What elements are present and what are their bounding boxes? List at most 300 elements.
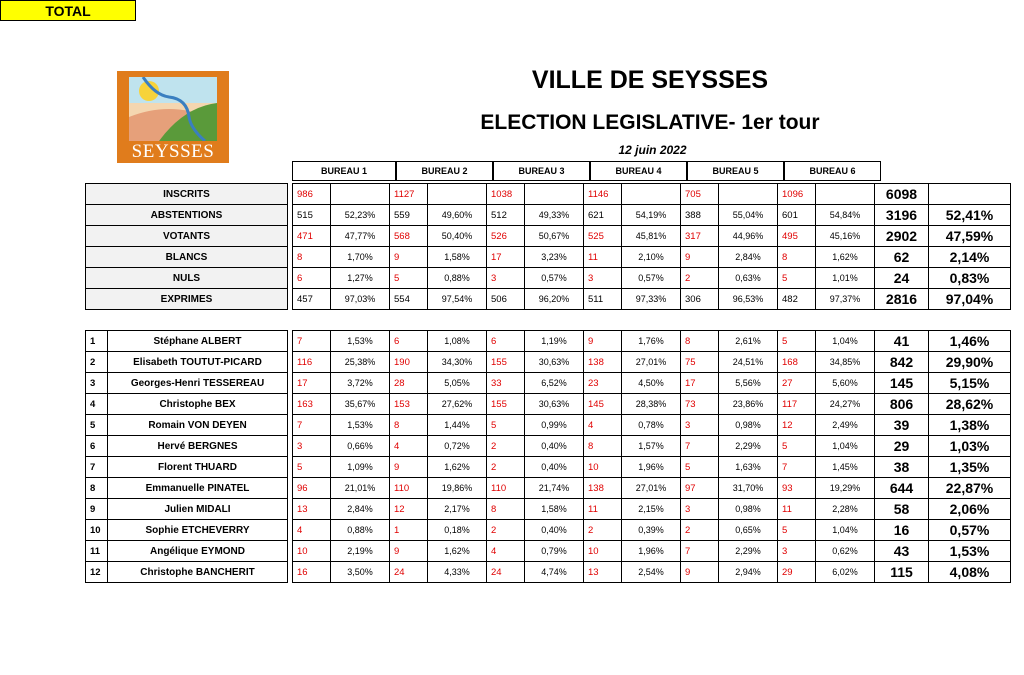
bureau-count: 482 — [778, 289, 816, 310]
bureau-votes: 4 — [487, 541, 525, 562]
total-percent: 0,83% — [929, 268, 1011, 289]
bureau-percent: 21,74% — [525, 478, 584, 499]
bureau-votes: 75 — [681, 352, 719, 373]
bureau-count: 388 — [681, 205, 719, 226]
bureau-percent: 5,56% — [719, 373, 778, 394]
bureau-percent: 2,84% — [719, 247, 778, 268]
bureau-percent: 97,03% — [331, 289, 390, 310]
bureau-votes: 110 — [487, 478, 525, 499]
bureau-percent: 19,29% — [816, 478, 875, 499]
bureau-percent — [816, 184, 875, 205]
summary-row — [86, 226, 1011, 247]
bureau-count: 1038 — [487, 184, 525, 205]
bureau-count: 495 — [778, 226, 816, 247]
bureau-votes: 4 — [293, 520, 331, 541]
bureau-count: 11 — [584, 247, 622, 268]
bureau-percent: 1,09% — [331, 457, 390, 478]
candidate-name: Christophe BEX — [108, 394, 288, 415]
bureau-votes: 9 — [584, 331, 622, 352]
bureau-count: 601 — [778, 205, 816, 226]
bureau-percent: 23,86% — [719, 394, 778, 415]
row-label: INSCRITS — [86, 184, 288, 205]
bureau-count: 6 — [293, 268, 331, 289]
candidate-number: 8 — [86, 478, 108, 499]
bureau-percent: 1,27% — [331, 268, 390, 289]
bureau-count: 568 — [390, 226, 428, 247]
bureau-percent: 2,84% — [331, 499, 390, 520]
bureau-percent: 2,61% — [719, 331, 778, 352]
bureau-percent — [331, 184, 390, 205]
bureau-votes: 9 — [390, 457, 428, 478]
summary-row — [86, 205, 1011, 226]
bureau-header: BUREAU 2 — [396, 161, 493, 181]
bureau-votes: 10 — [293, 541, 331, 562]
bureau-votes: 7 — [293, 415, 331, 436]
total-count: 2816 — [875, 289, 929, 310]
bureau-votes: 3 — [293, 436, 331, 457]
bureau-count: 5 — [390, 268, 428, 289]
bureau-votes: 7 — [681, 541, 719, 562]
bureau-percent: 4,33% — [428, 562, 487, 583]
bureau-count: 986 — [293, 184, 331, 205]
candidates-table — [85, 330, 1011, 583]
total-votes: 38 — [875, 457, 929, 478]
candidate-number: 6 — [86, 436, 108, 457]
bureau-percent: 0,78% — [622, 415, 681, 436]
bureau-count: 457 — [293, 289, 331, 310]
candidate-number: 2 — [86, 352, 108, 373]
bureau-votes: 12 — [390, 499, 428, 520]
total-percent: 28,62% — [929, 394, 1011, 415]
page-title: VILLE DE SEYSSES — [531, 66, 769, 94]
total-votes: 16 — [875, 520, 929, 541]
bureau-percent: 1,62% — [816, 247, 875, 268]
bureau-percent: 1,58% — [525, 499, 584, 520]
bureau-header: BUREAU 3 — [493, 161, 590, 181]
row-label: VOTANTS — [86, 226, 288, 247]
row-label: EXPRIMES — [86, 289, 288, 310]
bureau-votes: 24 — [390, 562, 428, 583]
bureau-percent: 1,53% — [331, 415, 390, 436]
total-percent: 1,53% — [929, 541, 1011, 562]
bureau-votes: 8 — [681, 331, 719, 352]
bureau-header: BUREAU 4 — [590, 161, 687, 181]
bureau-count: 554 — [390, 289, 428, 310]
bureau-count: 17 — [487, 247, 525, 268]
bureau-votes: 110 — [390, 478, 428, 499]
summary-row — [86, 247, 1011, 268]
total-count: 62 — [875, 247, 929, 268]
total-votes: 644 — [875, 478, 929, 499]
row-label: NULS — [86, 268, 288, 289]
bureau-percent: 1,08% — [428, 331, 487, 352]
candidate-name: Emmanuelle PINATEL — [108, 478, 288, 499]
bureau-count: 2 — [681, 268, 719, 289]
bureau-header: BUREAU 6 — [784, 161, 881, 181]
bureau-percent: 0,72% — [428, 436, 487, 457]
bureau-percent: 6,52% — [525, 373, 584, 394]
candidate-name: Romain VON DEYEN — [108, 415, 288, 436]
bureau-votes: 3 — [681, 415, 719, 436]
bureau-votes: 73 — [681, 394, 719, 415]
bureau-count: 306 — [681, 289, 719, 310]
bureau-count: 511 — [584, 289, 622, 310]
bureau-count: 1146 — [584, 184, 622, 205]
summary-row — [86, 268, 1011, 289]
bureau-votes: 11 — [584, 499, 622, 520]
candidate-row — [86, 478, 1011, 499]
total-percent: 1,03% — [929, 436, 1011, 457]
bureau-votes: 2 — [487, 520, 525, 541]
bureau-count: 705 — [681, 184, 719, 205]
bureau-percent: 25,38% — [331, 352, 390, 373]
bureau-percent: 2,15% — [622, 499, 681, 520]
bureau-votes: 168 — [778, 352, 816, 373]
bureau-percent: 1,70% — [331, 247, 390, 268]
bureau-percent: 49,33% — [525, 205, 584, 226]
total-percent: 5,15% — [929, 373, 1011, 394]
bureau-count: 621 — [584, 205, 622, 226]
total-percent — [929, 184, 1011, 205]
total-header: TOTAL — [0, 0, 136, 21]
bureau-percent: 1,04% — [816, 331, 875, 352]
election-date: 12 juin 2022 — [618, 143, 687, 157]
bureau-percent: 97,33% — [622, 289, 681, 310]
bureau-votes: 117 — [778, 394, 816, 415]
bureau-percent: 4,74% — [525, 562, 584, 583]
bureau-percent: 30,63% — [525, 394, 584, 415]
bureau-votes: 16 — [293, 562, 331, 583]
bureau-percent: 0,65% — [719, 520, 778, 541]
bureau-percent: 6,02% — [816, 562, 875, 583]
bureau-votes: 28 — [390, 373, 428, 394]
bureau-count: 9 — [390, 247, 428, 268]
bureau-percent: 5,05% — [428, 373, 487, 394]
bureau-votes: 145 — [584, 394, 622, 415]
bureau-votes: 2 — [681, 520, 719, 541]
bureau-votes: 9 — [390, 541, 428, 562]
bureau-votes: 27 — [778, 373, 816, 394]
bureau-percent: 0,88% — [331, 520, 390, 541]
bureau-votes: 11 — [778, 499, 816, 520]
total-percent: 1,46% — [929, 331, 1011, 352]
bureau-votes: 23 — [584, 373, 622, 394]
bureau-votes: 5 — [487, 415, 525, 436]
bureau-percent: 0,57% — [525, 268, 584, 289]
summary-row — [86, 289, 1011, 310]
bureau-percent: 24,27% — [816, 394, 875, 415]
candidate-row — [86, 457, 1011, 478]
bureau-percent — [622, 184, 681, 205]
bureau-percent: 1,04% — [816, 520, 875, 541]
total-percent: 4,08% — [929, 562, 1011, 583]
bureau-votes: 5 — [778, 331, 816, 352]
bureau-votes: 97 — [681, 478, 719, 499]
candidate-name: Christophe BANCHERIT — [108, 562, 288, 583]
bureau-percent: 3,50% — [331, 562, 390, 583]
bureau-votes: 3 — [681, 499, 719, 520]
bureau-count: 317 — [681, 226, 719, 247]
candidate-name: Sophie ETCHEVERRY — [108, 520, 288, 541]
candidate-number: 12 — [86, 562, 108, 583]
bureau-count: 3 — [487, 268, 525, 289]
bureau-votes: 24 — [487, 562, 525, 583]
bureau-percent: 45,81% — [622, 226, 681, 247]
bureau-percent: 4,50% — [622, 373, 681, 394]
bureau-votes: 7 — [681, 436, 719, 457]
bureau-count: 512 — [487, 205, 525, 226]
bureau-percent: 50,67% — [525, 226, 584, 247]
bureau-percent: 27,01% — [622, 352, 681, 373]
candidate-number: 1 — [86, 331, 108, 352]
bureau-count: 1096 — [778, 184, 816, 205]
total-votes: 842 — [875, 352, 929, 373]
total-percent: 1,35% — [929, 457, 1011, 478]
bureau-count: 9 — [681, 247, 719, 268]
bureau-votes: 5 — [293, 457, 331, 478]
bureau-count: 525 — [584, 226, 622, 247]
bureau-percent: 0,99% — [525, 415, 584, 436]
bureau-votes: 5 — [778, 436, 816, 457]
bureau-percent: 2,29% — [719, 541, 778, 562]
bureau-percent: 50,40% — [428, 226, 487, 247]
bureau-percent: 2,54% — [622, 562, 681, 583]
bureau-percent: 1,01% — [816, 268, 875, 289]
bureau-votes: 8 — [390, 415, 428, 436]
bureau-votes: 2 — [487, 457, 525, 478]
bureau-percent: 2,28% — [816, 499, 875, 520]
candidate-name: Julien MIDALI — [108, 499, 288, 520]
row-label: BLANCS — [86, 247, 288, 268]
bureau-percent: 1,45% — [816, 457, 875, 478]
candidate-number: 9 — [86, 499, 108, 520]
bureau-percent: 1,63% — [719, 457, 778, 478]
bureau-percent: 0,18% — [428, 520, 487, 541]
landscape-logo-icon — [129, 77, 217, 141]
bureau-percent: 1,04% — [816, 436, 875, 457]
seysses-logo — [117, 71, 229, 163]
bureau-percent: 97,37% — [816, 289, 875, 310]
total-votes: 58 — [875, 499, 929, 520]
bureau-votes: 10 — [584, 541, 622, 562]
bureau-count: 526 — [487, 226, 525, 247]
bureau-percent: 1,19% — [525, 331, 584, 352]
bureau-percent: 0,39% — [622, 520, 681, 541]
bureau-votes: 138 — [584, 352, 622, 373]
bureau-votes: 4 — [390, 436, 428, 457]
logo-text: SEYSSES — [131, 141, 215, 162]
bureau-votes: 5 — [778, 520, 816, 541]
total-votes: 39 — [875, 415, 929, 436]
candidate-name: Hervé BERGNES — [108, 436, 288, 457]
bureau-percent: 49,60% — [428, 205, 487, 226]
bureau-percent: 0,40% — [525, 436, 584, 457]
bureau-votes: 12 — [778, 415, 816, 436]
bureau-percent: 30,63% — [525, 352, 584, 373]
bureau-percent: 34,85% — [816, 352, 875, 373]
bureau-percent — [719, 184, 778, 205]
bureau-votes: 13 — [584, 562, 622, 583]
bureau-votes: 33 — [487, 373, 525, 394]
total-votes: 29 — [875, 436, 929, 457]
bureau-percent — [428, 184, 487, 205]
bureau-percent: 1,96% — [622, 541, 681, 562]
bureau-percent: 28,38% — [622, 394, 681, 415]
total-percent: 97,04% — [929, 289, 1011, 310]
total-count: 6098 — [875, 184, 929, 205]
bureau-count: 471 — [293, 226, 331, 247]
bureau-votes: 116 — [293, 352, 331, 373]
bureau-votes: 6 — [487, 331, 525, 352]
bureau-votes: 155 — [487, 352, 525, 373]
bureau-percent: 0,66% — [331, 436, 390, 457]
candidate-name: Angélique EYMOND — [108, 541, 288, 562]
bureau-percent: 0,98% — [719, 415, 778, 436]
page-subtitle: ELECTION LEGISLATIVE- 1er tour — [480, 111, 820, 134]
total-percent: 29,90% — [929, 352, 1011, 373]
candidate-row — [86, 394, 1011, 415]
bureau-percent: 2,17% — [428, 499, 487, 520]
bureau-percent: 44,96% — [719, 226, 778, 247]
total-percent: 22,87% — [929, 478, 1011, 499]
bureau-votes: 8 — [487, 499, 525, 520]
bureau-votes: 2 — [584, 520, 622, 541]
bureau-percent: 45,16% — [816, 226, 875, 247]
bureau-votes: 93 — [778, 478, 816, 499]
bureau-votes: 155 — [487, 394, 525, 415]
bureau-votes: 4 — [584, 415, 622, 436]
bureau-votes: 7 — [778, 457, 816, 478]
total-percent: 1,38% — [929, 415, 1011, 436]
total-percent: 2,06% — [929, 499, 1011, 520]
candidate-row — [86, 436, 1011, 457]
bureau-percent: 1,44% — [428, 415, 487, 436]
candidate-row — [86, 520, 1011, 541]
candidate-row — [86, 331, 1011, 352]
bureau-header: BUREAU 1 — [292, 161, 396, 181]
bureau-votes: 9 — [681, 562, 719, 583]
bureau-percent: 0,88% — [428, 268, 487, 289]
bureau-percent: 0,40% — [525, 457, 584, 478]
bureau-percent: 1,76% — [622, 331, 681, 352]
total-votes: 145 — [875, 373, 929, 394]
candidate-name: Florent THUARD — [108, 457, 288, 478]
bureau-percent: 1,96% — [622, 457, 681, 478]
bureau-percent: 54,19% — [622, 205, 681, 226]
bureau-percent: 0,62% — [816, 541, 875, 562]
total-votes: 806 — [875, 394, 929, 415]
bureau-percent: 5,60% — [816, 373, 875, 394]
total-count: 24 — [875, 268, 929, 289]
total-count: 2902 — [875, 226, 929, 247]
bureau-percent: 34,30% — [428, 352, 487, 373]
bureau-votes: 10 — [584, 457, 622, 478]
bureau-count: 5 — [778, 268, 816, 289]
bureau-votes: 3 — [778, 541, 816, 562]
bureau-percent: 35,67% — [331, 394, 390, 415]
bureau-votes: 5 — [681, 457, 719, 478]
bureau-percent: 0,98% — [719, 499, 778, 520]
total-count: 3196 — [875, 205, 929, 226]
row-label: ABSTENTIONS — [86, 205, 288, 226]
bureau-votes: 163 — [293, 394, 331, 415]
bureau-votes: 153 — [390, 394, 428, 415]
bureau-percent: 47,77% — [331, 226, 390, 247]
candidate-number: 5 — [86, 415, 108, 436]
candidate-row — [86, 541, 1011, 562]
summary-row — [86, 184, 1011, 205]
bureau-percent: 31,70% — [719, 478, 778, 499]
bureau-votes: 29 — [778, 562, 816, 583]
bureau-count: 8 — [293, 247, 331, 268]
bureau-votes: 17 — [681, 373, 719, 394]
bureau-percent: 1,62% — [428, 457, 487, 478]
bureau-votes: 17 — [293, 373, 331, 394]
bureau-percent: 1,53% — [331, 331, 390, 352]
bureau-count: 515 — [293, 205, 331, 226]
bureau-votes: 7 — [293, 331, 331, 352]
bureau-percent: 3,23% — [525, 247, 584, 268]
bureau-percent: 24,51% — [719, 352, 778, 373]
bureau-percent: 2,10% — [622, 247, 681, 268]
bureau-count: 559 — [390, 205, 428, 226]
bureau-percent: 54,84% — [816, 205, 875, 226]
bureau-votes: 6 — [390, 331, 428, 352]
bureau-votes: 13 — [293, 499, 331, 520]
candidate-number: 11 — [86, 541, 108, 562]
bureau-percent: 52,23% — [331, 205, 390, 226]
candidate-row — [86, 415, 1011, 436]
bureau-percent: 1,62% — [428, 541, 487, 562]
total-votes: 41 — [875, 331, 929, 352]
candidate-number: 7 — [86, 457, 108, 478]
bureau-percent — [525, 184, 584, 205]
total-votes: 115 — [875, 562, 929, 583]
candidate-name: Georges-Henri TESSEREAU — [108, 373, 288, 394]
bureau-votes: 190 — [390, 352, 428, 373]
total-percent: 0,57% — [929, 520, 1011, 541]
total-percent: 47,59% — [929, 226, 1011, 247]
bureau-votes: 2 — [487, 436, 525, 457]
candidate-number: 10 — [86, 520, 108, 541]
bureau-percent: 2,49% — [816, 415, 875, 436]
candidate-number: 4 — [86, 394, 108, 415]
candidate-name: Stéphane ALBERT — [108, 331, 288, 352]
candidate-row — [86, 499, 1011, 520]
bureau-percent: 2,29% — [719, 436, 778, 457]
bureau-votes: 96 — [293, 478, 331, 499]
bureau-percent: 21,01% — [331, 478, 390, 499]
bureau-percent: 1,57% — [622, 436, 681, 457]
bureau-count: 1127 — [390, 184, 428, 205]
bureau-header: BUREAU 5 — [687, 161, 784, 181]
bureau-percent: 0,79% — [525, 541, 584, 562]
bureau-percent: 27,01% — [622, 478, 681, 499]
bureau-count: 8 — [778, 247, 816, 268]
total-percent: 52,41% — [929, 205, 1011, 226]
bureau-count: 3 — [584, 268, 622, 289]
bureau-percent: 19,86% — [428, 478, 487, 499]
candidate-name: Elisabeth TOUTUT-PICARD — [108, 352, 288, 373]
bureau-percent: 0,63% — [719, 268, 778, 289]
bureau-count: 506 — [487, 289, 525, 310]
total-votes: 43 — [875, 541, 929, 562]
bureau-votes: 138 — [584, 478, 622, 499]
bureau-percent: 1,58% — [428, 247, 487, 268]
bureau-percent: 96,20% — [525, 289, 584, 310]
bureau-votes: 1 — [390, 520, 428, 541]
bureau-percent: 0,57% — [622, 268, 681, 289]
